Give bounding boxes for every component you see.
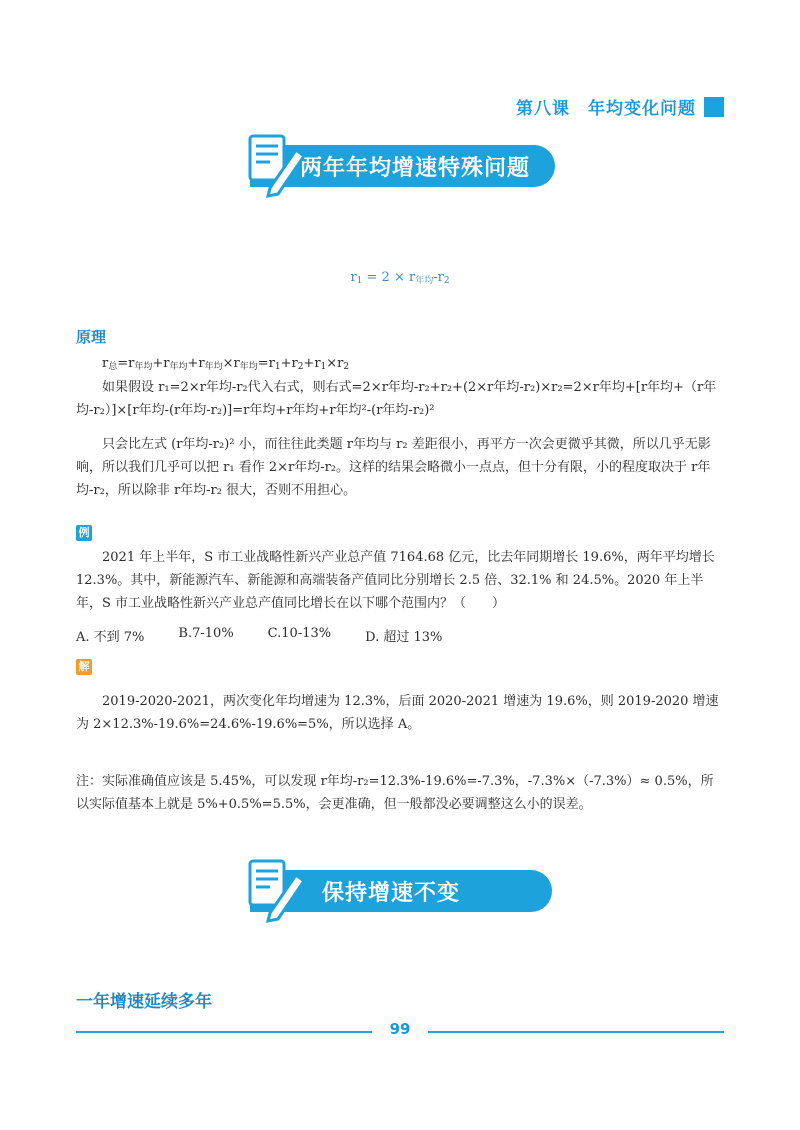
chapter-header [516,94,724,119]
solution-text: 2019-2020-2021，两次变化年均增速为 12.3%，后面 2020-2021 增速为 19.6%，则 2019-2020 增速为 2×12.3%-19.6%=24.6%-19.6%=5%，所以选择 A。 [76,694,719,732]
option-a: A. 不到 7% [76,630,145,645]
option-b: B.7-10% [178,626,234,641]
pencil-note-icon [248,132,308,198]
section-2-title: 一年增速延续多年 [76,992,212,1012]
header-square-icon [704,97,724,117]
footer-divider-left [76,1031,372,1033]
footer-divider-right [428,1031,724,1033]
note-text: 注：实际准确值应该是 5.45%，可以发现 r年均-r₂=12.3%-19.6%=-7.3%，-7.3%×（-7.3%）≈ 0.5%，所以实际值基本上就是 5%+0.5%=5.5%，会更准确，但一般都没必要调整这么小的误差。 [76,774,714,812]
banner-2-title: 保持增速不变 [322,880,461,906]
page-number: 99 [389,1020,411,1038]
principle-title: 原理 [76,328,107,346]
option-c: C.10-13% [267,626,332,641]
solution-tag: 解 [76,659,92,675]
key-formula: $r_1 = 2 \times r_{年均}-r_2$ [350,270,450,286]
example-options [76,626,442,645]
principle-paragraph-2: 如果假设 r₁=2×r年均-r₂代入右式，则右式=2×r年均-r₂+r₂+(2×r年均-r₂)×r₂=2×r年均+[r年均+（r年均-r₂）]×[r年均-(r年均-r₂)]=r年均+r年均+r年均²-(r年均-r₂)² [76,380,717,418]
chapter-title: 第八课 年均变化问题 [516,99,696,119]
principle-line-1: $r_总=r_{年均}+r_{年均}+r_{年均}\times r_{年均}=r_1+r_2+r_1\times r_2$ [102,356,350,372]
option-d: D. 超过 13% [365,630,443,645]
example-question: 2021 年上半年，S 市工业战略性新兴产业总产值 7164.68 亿元，比去年同期增长 19.6%，两年平均增长 12.3%。其中，新能源汽车、新能源和高端装备产值同比分别增长 2.5 倍、32.1% 和 24.5%。2020 年上半年，S 市工业战略性新兴产业总产值同比增长在以下哪个范围内？（ ） [76,550,715,611]
example-tag: 例 [76,525,92,541]
pencil-note-icon [248,857,308,923]
banner-1-title: 两年年均增速特殊问题 [300,155,531,181]
principle-paragraph-3: 只会比左式 (r年均-r₂)² 小，而往往此类题 r年均与 r₂ 差距很小，再平方一次会更微乎其微，所以几乎无影响，所以我们几乎可以把 r₁ 看作 2×r年均-r₂。这样的结果会略微小一点点，但十分有限，小的程度取决于 r年均-r₂，所以除非 r年均-r₂ 很大，否则不用担心。 [76,437,711,498]
